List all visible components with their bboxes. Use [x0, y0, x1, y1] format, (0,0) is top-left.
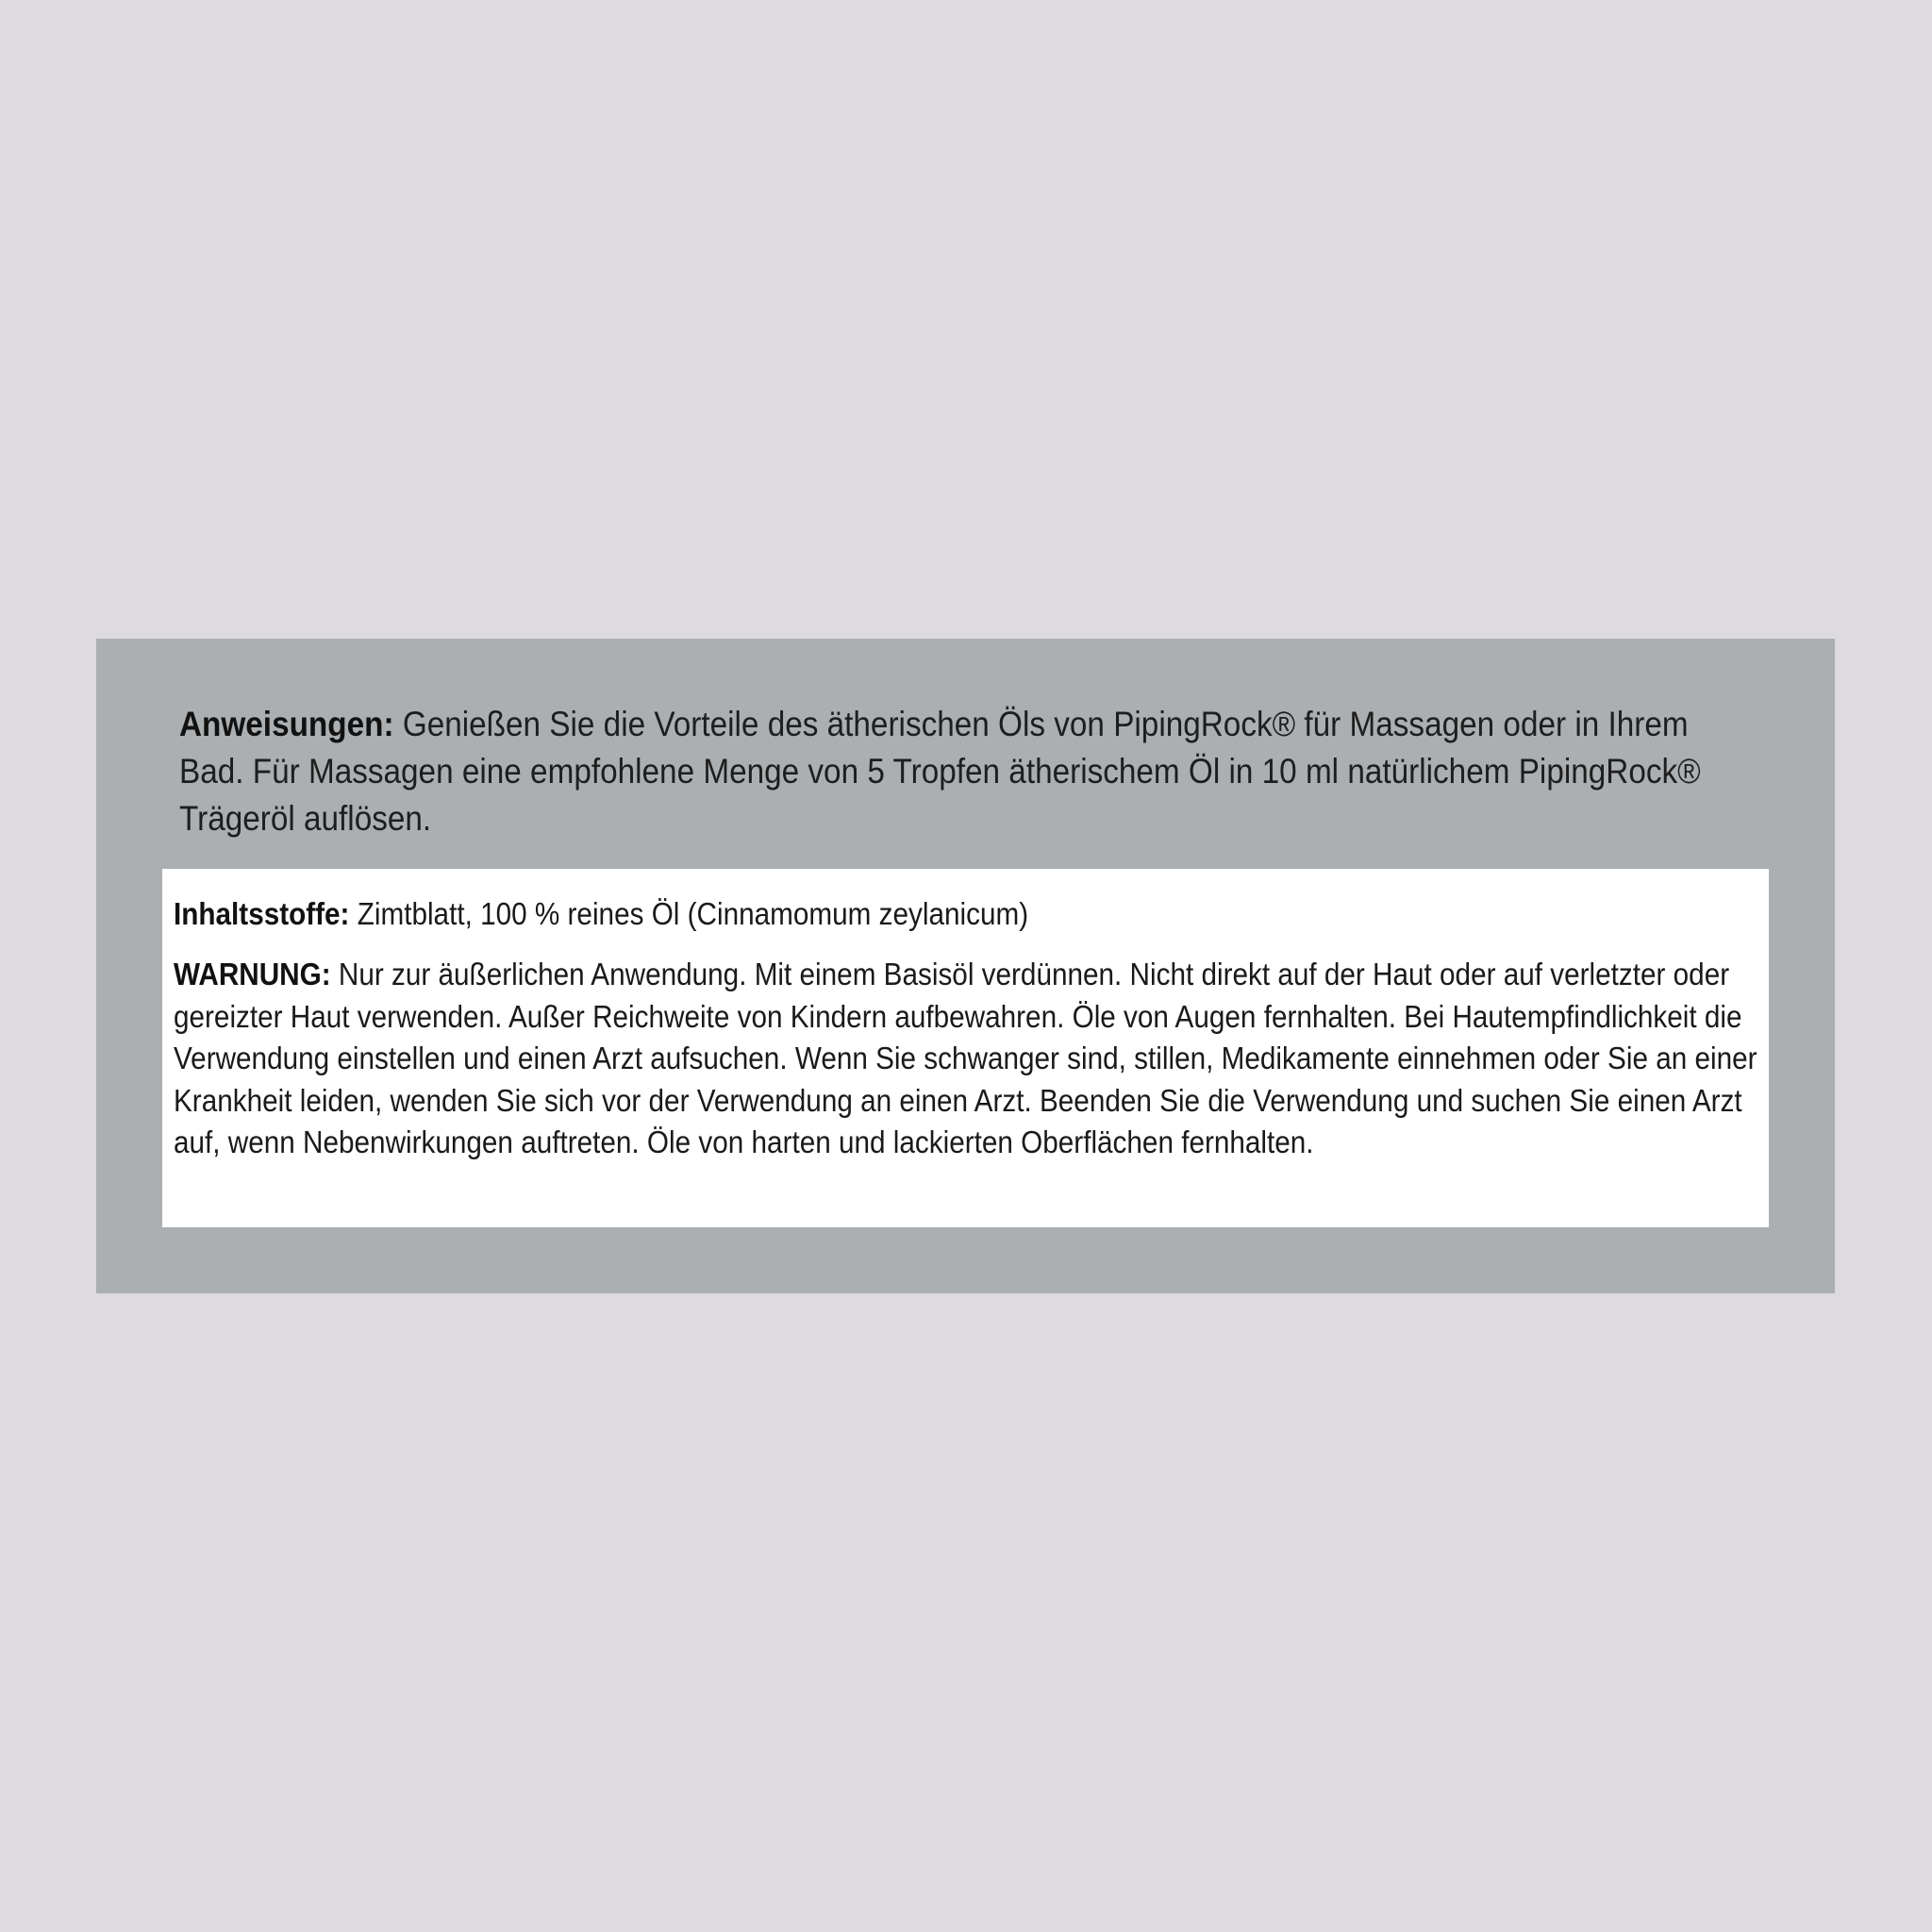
ingredients-label: Inhaltsstoffe:	[174, 896, 350, 931]
warning-label: WARNUNG:	[174, 957, 331, 991]
directions-text: Genießen Sie die Vorteile des ätherischen Öls von PipingRock® für Massagen oder in Ihrem Bad. Für Massagen eine empfohlene Menge von 5 Tropfen ätherischem Öl in 10 ml natürlichem PipingRock® Trägeröl auflösen.	[179, 705, 1701, 838]
info-box	[162, 869, 1769, 1227]
warning-text: Nur zur äußerlichen Anwendung. Mit einem Basisöl verdünnen. Nicht direkt auf der Haut oder auf verletzter oder gereizter Haut verwenden. Außer Reichweite von Kindern aufbewahren. Öle von Augen fernhalten. Bei Hautempfindlichkeit die Verwendung einstellen und einen Arzt aufsuchen. Wenn Sie schwanger sind, stillen, Medikamente einnehmen oder Sie an einer Krankheit leiden, wenden Sie sich vor der Verwendung an einen Arzt. Beenden Sie die Verwendung und suchen Sie einen Arzt auf, wenn Nebenwirkungen auftreten. Öle von harten und lackierten Oberflächen fernhalten.	[174, 957, 1757, 1159]
directions-paragraph	[179, 701, 1758, 842]
label-panel	[96, 639, 1835, 1293]
warning-paragraph	[174, 954, 1770, 1164]
ingredients-text: Zimtblatt, 100 % reines Öl (Cinnamomum zeylanicum)	[357, 896, 1029, 931]
directions-label: Anweisungen:	[179, 705, 394, 743]
info-box-content	[174, 893, 1770, 1164]
ingredients-paragraph	[174, 893, 1770, 935]
